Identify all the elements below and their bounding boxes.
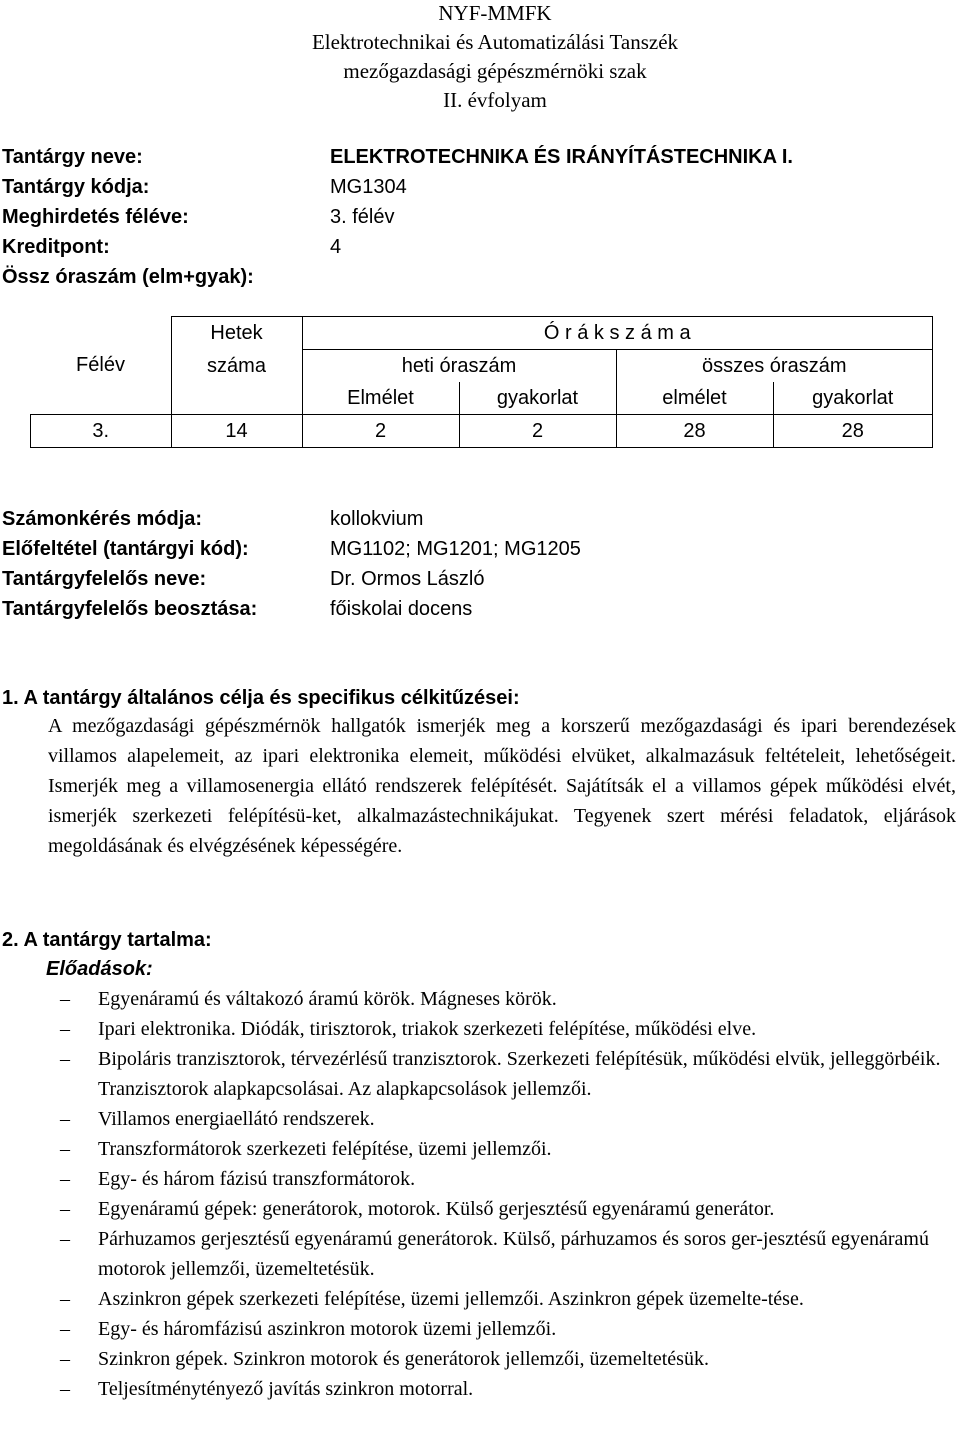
lecture-list — [0, 984, 960, 1404]
list-item — [0, 1014, 958, 1044]
credit-label: Kreditpont: — [2, 236, 110, 258]
sub-header-practice-weekly: gyakorlat — [459, 382, 616, 415]
list-item — [0, 1374, 958, 1404]
weekly-hours-header: heti óraszám — [302, 350, 616, 383]
dash-bullet: – — [60, 1378, 70, 1400]
lecture-item-text: Egyenáramú és váltakozó áramú körök. Mágneses körök. — [98, 988, 557, 1010]
responsible-position-label: Tantárgyfelelős beosztása: — [2, 598, 258, 620]
course-code-value: MG1304 — [330, 176, 407, 198]
lecture-item-text: Transzformátorok szerkezeti felépítése, üzemi jellemzői. — [98, 1138, 552, 1160]
list-item — [0, 1104, 958, 1134]
dash-bullet: – — [60, 1108, 70, 1130]
lecture-item-text: Aszinkron gépek szerkezeti felépítése, üzemi jellemzői. Aszinkron gépek üzemelte-tése. — [98, 1288, 804, 1310]
sub-header-practice-total: gyakorlat — [773, 382, 933, 415]
credit-value: 4 — [330, 236, 342, 258]
hours-header: Ó r á k s z á m a — [302, 317, 933, 350]
row-practice-total: 28 — [773, 415, 933, 448]
header-year: II. évfolyam — [443, 88, 547, 112]
weeks-header-blank — [171, 382, 302, 415]
lecture-item-text: Bipoláris tranzisztorok, térvezérlésű tranzisztorok. Szerkezeti felépítésük, működési elvük, jelleggörbéik. Tranzisztorok alapkapcsolásai. Az alapkapcsolások jellemzői. — [98, 1048, 941, 1100]
responsible-name-value: Dr. Ormos László — [330, 568, 485, 590]
total-hours-header: összes óraszám — [616, 350, 933, 383]
list-item — [0, 1194, 958, 1224]
weeks-header-1: Hetek — [171, 317, 302, 350]
row-theory-total: 28 — [616, 415, 773, 448]
list-item — [0, 1134, 958, 1164]
dash-bullet: – — [60, 1228, 70, 1250]
sub-header-theory-weekly: Elmélet — [302, 382, 459, 415]
header-department: Elektrotechnikai és Automatizálási Tanszék — [311, 30, 679, 54]
dash-bullet: – — [60, 1348, 70, 1370]
lecture-item-text: Egyenáramú gépek: generátorok, motorok. Külső gerjesztésű egyenáramú generátor. — [98, 1198, 775, 1220]
list-item — [0, 1314, 958, 1344]
dash-bullet: – — [60, 1018, 70, 1040]
lecture-item-text: Teljesítménytényező javítás szinkron motorral. — [98, 1378, 474, 1400]
row-practice-weekly: 2 — [459, 415, 616, 448]
list-item — [0, 984, 958, 1014]
lecture-item-text: Villamos energiaellátó rendszerek. — [98, 1108, 375, 1130]
prerequisite-value: MG1102; MG1201; MG1205 — [330, 538, 581, 560]
row-semester: 3. — [31, 415, 172, 448]
dash-bullet: – — [60, 1288, 70, 1310]
row-weeks: 14 — [171, 415, 302, 448]
course-name-value: ELEKTROTECHNIKA ÉS IRÁNYÍTÁSTECHNIKA I. — [330, 146, 793, 168]
dash-bullet: – — [60, 988, 70, 1010]
exam-type-value: kollokvium — [330, 508, 424, 530]
lecture-item-text: Egy- és háromfázisú aszinkron motorok üzemi jellemzői. — [98, 1318, 557, 1340]
section1-text: A mezőgazdasági gépészmérnök hallgatók ismerjék meg a korszerű mezőgazdasági és ipari berendezések villamos alapelemeit, az ipari elektronika elemeit, működési elvüket, alkalmazásuk feltételeit, lehetőségeit. Ismerjék meg a villamosenergia ellátó rendszerek felépítését. Sajátítsák el a villamos gépek működési elvét, ismerjék szerkezeti felépítésü-ket, alkalmazástechnikájukat. Tegyenek szert mérési feladatok, eljárások megoldásának és elvégzésének képességére. — [48, 715, 956, 857]
semester-label: Meghirdetés féléve: — [2, 206, 189, 228]
semester-header: Félév — [31, 317, 172, 415]
section2-title: 2. A tantárgy tartalma: — [2, 929, 212, 951]
header-program: mezőgazdasági gépészmérnöki szak — [343, 59, 647, 83]
dash-bullet: – — [60, 1168, 70, 1190]
lecture-item-text: Szinkron gépek. Szinkron motorok és generátorok jellemzői, üzemeltetésük. — [98, 1348, 709, 1370]
responsible-name-label: Tantárgyfelelős neve: — [2, 568, 207, 590]
list-item — [0, 1044, 958, 1104]
total-hours-label: Össz óraszám (elm+gyak): — [2, 266, 254, 288]
dash-bullet: – — [60, 1138, 70, 1160]
section1-title: 1. A tantárgy általános célja és specifikus célkitűzései: — [2, 687, 520, 709]
lecture-item-text: Egy- és három fázisú transzformátorok. — [98, 1168, 416, 1190]
header-institution: NYF-MMFK — [438, 1, 552, 25]
prerequisite-label: Előfeltétel (tantárgyi kód): — [2, 538, 249, 560]
course-code-label: Tantárgy kódja: — [2, 176, 150, 198]
list-item — [0, 1284, 958, 1314]
list-item — [0, 1224, 958, 1284]
dash-bullet: – — [60, 1198, 70, 1220]
list-item — [0, 1164, 958, 1194]
course-name-label: Tantárgy neve: — [2, 146, 143, 168]
sub-header-theory-total: elmélet — [616, 382, 773, 415]
list-item — [0, 1344, 958, 1374]
exam-type-label: Számonkérés módja: — [2, 508, 203, 530]
semester-value: 3. félév — [330, 206, 395, 228]
row-theory-weekly: 2 — [302, 415, 459, 448]
lectures-title: Előadások: — [46, 958, 153, 980]
weeks-header-2: száma — [171, 350, 302, 383]
lecture-item-text: Párhuzamos gerjesztésű egyenáramú generátorok. Külső, párhuzamos és soros ger-jesztésű egyenáramú motorok jellemzői, üzemeltetésük. — [98, 1228, 929, 1280]
responsible-position-value: főiskolai docens — [330, 598, 473, 620]
lecture-item-text: Ipari elektronika. Diódák, tirisztorok, triakok szerkezeti felépítése, működési elve. — [98, 1018, 757, 1040]
dash-bullet: – — [60, 1318, 70, 1340]
dash-bullet: – — [60, 1048, 70, 1070]
hours-table — [30, 316, 933, 448]
